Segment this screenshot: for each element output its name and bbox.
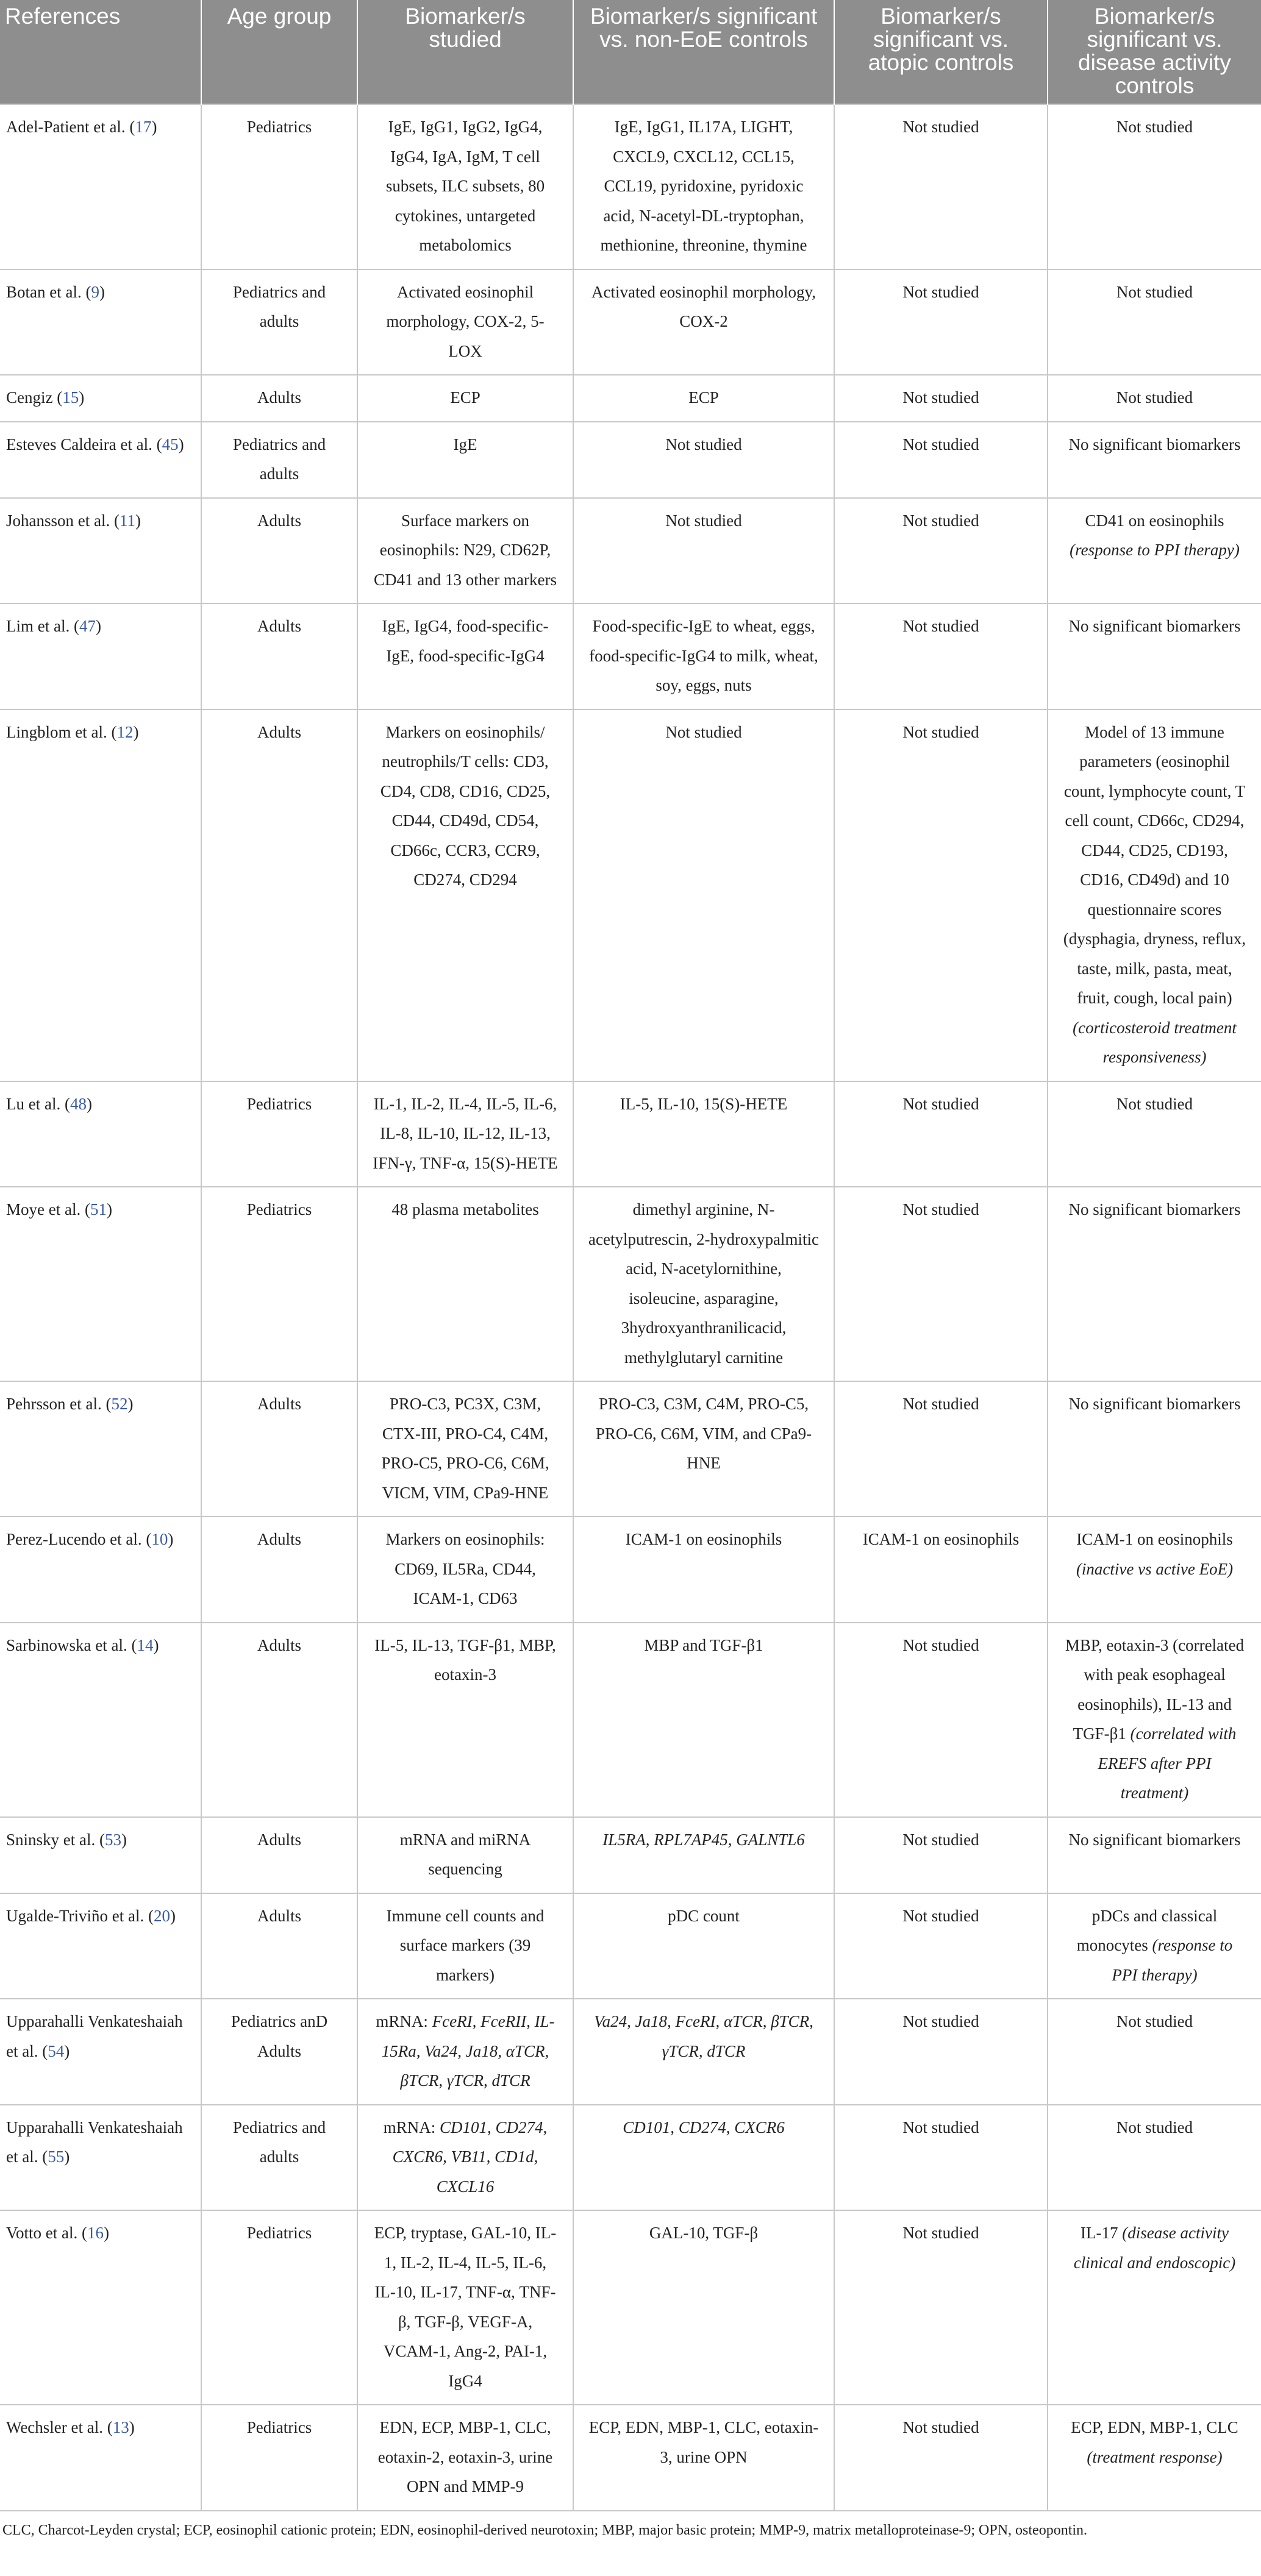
non-eoe-list: Food-specific-IgE to wheat, eggs, food-specific-IgG4 to milk, wheat, soy, eggs, nuts <box>589 617 818 694</box>
atopic-result: Not studied <box>902 1395 979 1413</box>
table-row <box>0 1893 1261 1999</box>
reference-link[interactable]: 53 <box>105 1830 121 1849</box>
reference-author: Botan et al. ( <box>6 282 91 301</box>
atopic-result: Not studied <box>902 722 979 741</box>
table-row <box>0 1817 1261 1893</box>
significant-non-eoe-cell <box>573 422 834 498</box>
biomarkers-studied-cell <box>357 498 573 604</box>
studied-list: Activated eosinophil morphology, COX-2, 5-LOX <box>386 282 545 360</box>
atopic-result: Not studied <box>902 2012 979 2030</box>
significant-non-eoe-cell <box>573 498 834 604</box>
atopic-result: Not studied <box>902 2118 979 2137</box>
significant-atopic-cell <box>834 104 1048 269</box>
reference-author: Johansson et al. ( <box>6 511 120 530</box>
significant-atopic-cell <box>834 269 1048 375</box>
table-row <box>0 2105 1261 2211</box>
age-group: Adults <box>257 1530 301 1548</box>
reference-link[interactable]: 16 <box>87 2224 104 2242</box>
activity-result: Not studied <box>1116 118 1193 136</box>
atopic-result: Not studied <box>902 435 979 454</box>
reference-link[interactable]: 9 <box>91 282 99 301</box>
studied-list: IL-1, IL-2, IL-4, IL-5, IL-6, IL-8, IL-10, IL-12, IL-13, IFN-γ, TNF-α, 15(S)-HETE <box>373 1094 558 1172</box>
significant-disease-activity-cell <box>1048 1081 1261 1187</box>
studied-list: mRNA and miRNA sequencing <box>399 1830 531 1878</box>
age-group: Pediatrics <box>246 1200 312 1219</box>
reference-author: Sarbinowska et al. ( <box>6 1635 137 1654</box>
reference-cell: Sninsky et al. (53) <box>0 1817 201 1893</box>
reference-cell: Lingblom et al. (12) <box>0 710 201 1081</box>
reference-author: Esteves Caldeira et al. ( <box>6 435 162 454</box>
reference-author: Perez-Lucendo et al. ( <box>6 1530 152 1548</box>
reference-author: Pehrsson et al. ( <box>6 1395 112 1413</box>
significant-atopic-cell <box>834 603 1048 710</box>
table-row <box>0 1081 1261 1187</box>
biomarkers-studied-cell <box>357 375 573 422</box>
age-group: Pediatrics and adults <box>232 282 326 330</box>
activity-note: (response to PPI therapy) <box>1070 541 1240 559</box>
studied-list: IgE, IgG1, IgG2, IgG4, IgG4, IgA, IgM, T cell subsets, ILC subsets, 80 cytokines, untargeted metabolomics <box>385 118 545 254</box>
biomarkers-studied-cell <box>357 422 573 498</box>
significant-disease-activity-cell <box>1048 269 1261 375</box>
age-group: Adults <box>257 617 301 635</box>
significant-non-eoe-cell <box>573 2405 834 2511</box>
age-group-cell <box>201 1517 357 1623</box>
studied-list: Immune cell counts and surface markers (39 markers) <box>386 1906 545 1984</box>
atopic-result: Not studied <box>902 1094 979 1113</box>
age-group-cell <box>201 422 357 498</box>
studied-list: Markers on eosinophils/ neutrophils/T cells: CD3, CD4, CD8, CD16, CD25, CD44, CD49d, CD54, CD66c, CCR3, CCR9, CD274, CD294 <box>380 722 551 889</box>
reference-author: Sninsky et al. ( <box>6 1830 105 1849</box>
age-group: Adults <box>257 722 301 741</box>
table-row <box>0 2405 1261 2511</box>
reference-link[interactable]: 17 <box>135 118 152 136</box>
table-row <box>0 422 1261 498</box>
table-row <box>0 104 1261 269</box>
significant-atopic-cell <box>834 1381 1048 1517</box>
non-eoe-list: ECP <box>688 388 719 407</box>
significant-non-eoe-cell <box>573 1893 834 1999</box>
studied-list: EDN, ECP, MBP-1, CLC, eotaxin-2, eotaxin-3, urine OPN and MMP-9 <box>377 2418 553 2496</box>
activity-result: CD41 on eosinophils <box>1085 511 1224 530</box>
reference-author: Lingblom et al. ( <box>6 722 117 741</box>
studied-list: FceRI, FceRII, IL-15Ra, Va24, Ja18, αTCR, βTCR, γTCR, dTCR <box>381 2012 555 2090</box>
significant-atopic-cell <box>834 1893 1048 1999</box>
significant-atopic-cell <box>834 1817 1048 1893</box>
non-eoe-list: Activated eosinophil morphology, COX-2 <box>591 282 816 330</box>
non-eoe-list: IgE, IgG1, IL17A, LIGHT, CXCL9, CXCL12, CCL15, CCL19, pyridoxine, pyridoxic acid, N-acetyl-DL-tryptophan, methionine, threonine, thymine <box>600 118 807 254</box>
reference-cell: Cengiz (15) <box>0 375 201 422</box>
age-group: Adults <box>257 1635 301 1654</box>
reference-cell: Botan et al. (9) <box>0 269 201 375</box>
reference-link[interactable]: 14 <box>137 1635 154 1654</box>
significant-non-eoe-cell <box>573 104 834 269</box>
significant-atopic-cell <box>834 1999 1048 2105</box>
biomarkers-studied-cell <box>357 1381 573 1517</box>
studied-list: CD101, CD274, CXCR6, VB11, CD1d, CXCL16 <box>392 2118 548 2196</box>
reference-link[interactable]: 47 <box>79 617 96 635</box>
significant-disease-activity-cell <box>1048 104 1261 269</box>
atopic-result: Not studied <box>902 617 979 635</box>
header-biomarkers-studied: Biomarker/s studied <box>357 0 573 104</box>
reference-link[interactable]: 51 <box>90 1200 107 1219</box>
activity-note: (corticosteroid treatment responsiveness) <box>1073 1018 1237 1066</box>
age-group-cell <box>201 1817 357 1893</box>
reference-author: Upparahalli Venkateshaiah et al. ( <box>6 2012 183 2060</box>
atopic-result: Not studied <box>902 2224 979 2242</box>
activity-note: (disease activity clinical and endoscopic) <box>1073 2224 1236 2272</box>
activity-result: Not studied <box>1116 2012 1193 2030</box>
header-references: References <box>0 0 201 104</box>
age-group-cell <box>201 375 357 422</box>
studied-list: ECP <box>450 388 480 407</box>
reference-cell: Ugalde-Triviño et al. (20) <box>0 1893 201 1999</box>
table-row <box>0 1517 1261 1623</box>
non-eoe-list: Not studied <box>665 511 742 530</box>
studied-list: IL-5, IL-13, TGF-β1, MBP, eotaxin-3 <box>374 1635 556 1684</box>
table-body <box>0 104 1261 2511</box>
non-eoe-list: PRO-C3, C3M, C4M, PRO-C5, PRO-C6, C6M, VIM, and CPa9-HNE <box>595 1395 812 1472</box>
atopic-result: Not studied <box>902 1200 979 1219</box>
non-eoe-list: dimethyl arginine, N-acetylputrescin, 2-hydroxypalmitic acid, N-acetylornithine, isoleucine, asparagine, 3hydroxyanthranilicacid, methylglutaryl carnitine <box>588 1200 819 1367</box>
studied-list: ECP, tryptase, GAL-10, IL-1, IL-2, IL-4, IL-5, IL-6, IL-10, IL-17, TNF-α, TNF-β, TGF-β, VEGF-A, VCAM-1, Ang-2, PAI-1, IgG4 <box>374 2224 557 2390</box>
significant-non-eoe-cell <box>573 710 834 1081</box>
reference-cell: Sarbinowska et al. (14) <box>0 1623 201 1817</box>
activity-result: Not studied <box>1116 2118 1193 2137</box>
atopic-result: Not studied <box>902 2418 979 2436</box>
activity-result: Not studied <box>1116 282 1193 301</box>
age-group: Pediatrics anD Adults <box>230 2012 328 2060</box>
significant-disease-activity-cell <box>1048 1817 1261 1893</box>
age-group-cell <box>201 2210 357 2405</box>
activity-result: No significant biomarkers <box>1068 1395 1241 1413</box>
reference-link[interactable]: 55 <box>48 2147 65 2166</box>
age-group: Pediatrics <box>246 2418 312 2436</box>
age-group-cell <box>201 2405 357 2511</box>
studied-list: Markers on eosinophils: CD69, IL5Ra, CD44, ICAM-1, CD63 <box>385 1530 545 1607</box>
studied-list: IgE, IgG4, food-specific-IgE, food-specific-IgG4 <box>382 617 549 665</box>
header-significant-atopic: Biomarker/s significant vs. atopic controls <box>834 0 1048 104</box>
non-eoe-list: IL5RA, RPL7AP45, GALNTL6 <box>602 1830 805 1849</box>
biomarkers-studied-cell <box>357 1623 573 1817</box>
age-group-cell <box>201 603 357 710</box>
significant-atopic-cell <box>834 2405 1048 2511</box>
significant-non-eoe-cell <box>573 1517 834 1623</box>
biomarkers-studied-cell <box>357 1517 573 1623</box>
significant-non-eoe-cell <box>573 1817 834 1893</box>
reference-link[interactable]: 15 <box>62 388 79 407</box>
significant-non-eoe-cell <box>573 1081 834 1187</box>
table-row <box>0 375 1261 422</box>
studied-list: Surface markers on eosinophils: N29, CD62P, CD41 and 13 other markers <box>374 511 557 589</box>
significant-non-eoe-cell <box>573 375 834 422</box>
reference-author: Votto et al. ( <box>6 2224 87 2242</box>
reference-link[interactable]: 54 <box>48 2041 65 2060</box>
activity-result: ECP, EDN, MBP-1, CLC <box>1071 2418 1238 2436</box>
significant-non-eoe-cell <box>573 1381 834 1517</box>
activity-result: No significant biomarkers <box>1068 617 1241 635</box>
age-group: Pediatrics <box>246 1094 312 1113</box>
reference-author: Cengiz ( <box>6 388 63 407</box>
reference-author: Upparahalli Venkateshaiah et al. ( <box>6 2118 183 2166</box>
non-eoe-list: ECP, EDN, MBP-1, CLC, eotaxin-3, urine OPN <box>588 2418 819 2466</box>
significant-atopic-cell <box>834 1623 1048 1817</box>
significant-atopic-cell <box>834 375 1048 422</box>
age-group: Adults <box>257 511 301 530</box>
significant-disease-activity-cell <box>1048 422 1261 498</box>
table-row <box>0 2210 1261 2405</box>
significant-disease-activity-cell <box>1048 2105 1261 2211</box>
activity-result: No significant biomarkers <box>1068 1830 1241 1849</box>
reference-author: Moye et al. ( <box>6 1200 90 1219</box>
atopic-result: Not studied <box>902 118 979 136</box>
activity-note: (inactive vs active EoE) <box>1076 1559 1234 1578</box>
age-group: Pediatrics <box>246 118 312 136</box>
age-group-cell <box>201 2105 357 2211</box>
age-group-cell <box>201 269 357 375</box>
reference-link[interactable]: 10 <box>151 1530 168 1548</box>
reference-cell: Pehrsson et al. (52) <box>0 1381 201 1517</box>
significant-atopic-cell <box>834 710 1048 1081</box>
age-group: Adults <box>257 1395 301 1413</box>
significant-atopic-cell <box>834 422 1048 498</box>
significant-atopic-cell <box>834 1187 1048 1381</box>
biomarkers-studied-cell <box>357 1893 573 1999</box>
biomarkers-studied-cell <box>357 2405 573 2511</box>
reference-cell: Upparahalli Venkateshaiah et al. (54) <box>0 1999 201 2105</box>
biomarkers-studied-cell <box>357 1081 573 1187</box>
activity-result: No significant biomarkers <box>1068 435 1241 454</box>
age-group: Pediatrics and adults <box>232 435 326 483</box>
reference-cell: Lim et al. (47) <box>0 603 201 710</box>
age-group-cell <box>201 710 357 1081</box>
non-eoe-list: MBP and TGF-β1 <box>644 1635 763 1654</box>
significant-non-eoe-cell <box>573 1623 834 1817</box>
studied-list: PRO-C3, PC3X, C3M, CTX-III, PRO-C4, C4M, PRO-C5, PRO-C6, C6M, VICM, VIM, CPa9-HNE <box>381 1395 549 1502</box>
non-eoe-list: Va24, Ja18, FceRI, αTCR, βTCR, γTCR, dTCR <box>594 2012 813 2060</box>
biomarkers-studied-cell <box>357 603 573 710</box>
age-group-cell <box>201 1623 357 1817</box>
reference-link[interactable]: 11 <box>119 511 135 530</box>
significant-disease-activity-cell <box>1048 375 1261 422</box>
non-eoe-list: GAL-10, TGF-β <box>649 2224 759 2242</box>
non-eoe-list: pDC count <box>668 1906 740 1925</box>
non-eoe-list: ICAM-1 on eosinophils <box>625 1530 782 1548</box>
table-row <box>0 710 1261 1081</box>
table-footnote: CLC, Charcot-Leyden crystal; ECP, eosinophil cationic protein; EDN, eosinophil-derived neurotoxin; MBP, major basic protein; MMP-9, matrix metalloproteinase-9; OPN, osteopontin. <box>2 2522 1088 2538</box>
activity-result: No significant biomarkers <box>1068 1200 1241 1219</box>
significant-disease-activity-cell <box>1048 710 1261 1081</box>
activity-result: ICAM-1 on eosinophils <box>1076 1530 1233 1548</box>
significant-disease-activity-cell <box>1048 1893 1261 1999</box>
reference-link[interactable]: 12 <box>116 722 134 741</box>
activity-result: Model of 13 immune parameters (eosinophil count, lymphocyte count, T cell count, CD66c, CD294, CD44, CD25, CD193, CD16, CD49d) and 10 questionnaire scores (dysphagia, dryness, reflux, taste, milk, pasta, meat, fruit, cough, local pain) <box>1063 722 1246 1007</box>
non-eoe-list: IL-5, IL-10, 15(S)-HETE <box>620 1094 788 1113</box>
biomarkers-studied-cell <box>357 269 573 375</box>
significant-disease-activity-cell <box>1048 1517 1261 1623</box>
significant-non-eoe-cell <box>573 1999 834 2105</box>
biomarkers-studied-cell <box>357 1999 573 2105</box>
table-row <box>0 1381 1261 1517</box>
age-group-cell <box>201 1081 357 1187</box>
biomarkers-studied-cell <box>357 104 573 269</box>
reference-cell: Johansson et al. (11) <box>0 498 201 604</box>
biomarkers-studied-cell <box>357 2210 573 2405</box>
significant-disease-activity-cell <box>1048 1623 1261 1817</box>
reference-cell: Moye et al. (51) <box>0 1187 201 1381</box>
activity-result: Not studied <box>1116 388 1193 407</box>
significant-non-eoe-cell <box>573 603 834 710</box>
activity-result: pDCs and classical monocytes <box>1076 1906 1218 1954</box>
table-row <box>0 498 1261 604</box>
activity-note: (correlated with EREFS after PPI treatment) <box>1098 1724 1237 1802</box>
significant-non-eoe-cell <box>573 2210 834 2405</box>
reference-cell: Esteves Caldeira et al. (45) <box>0 422 201 498</box>
age-group: Adults <box>257 1830 301 1849</box>
atopic-result: Not studied <box>902 511 979 530</box>
significant-non-eoe-cell <box>573 2105 834 2211</box>
reference-author: Lu et al. ( <box>6 1094 70 1113</box>
significant-disease-activity-cell <box>1048 1187 1261 1381</box>
biomarkers-studied-cell <box>357 710 573 1081</box>
table-row <box>0 1999 1261 2105</box>
reference-cell: Adel-Patient et al. (17) <box>0 104 201 269</box>
studied-list: IgE <box>453 435 477 454</box>
significant-disease-activity-cell <box>1048 498 1261 604</box>
reference-link[interactable]: 48 <box>70 1094 87 1113</box>
significant-atopic-cell <box>834 498 1048 604</box>
significant-atopic-cell <box>834 1517 1048 1623</box>
significant-non-eoe-cell <box>573 1187 834 1381</box>
age-group-cell <box>201 498 357 604</box>
header-significant-non-eoe: Biomarker/s significant vs. non-EoE controls <box>573 0 834 104</box>
age-group: Pediatrics <box>246 2224 312 2242</box>
header-age-group: Age group <box>201 0 357 104</box>
header-significant-disease-activity: Biomarker/s significant vs. disease activity controls <box>1048 0 1261 104</box>
reference-cell: Wechsler et al. (13) <box>0 2405 201 2511</box>
significant-non-eoe-cell <box>573 269 834 375</box>
table-row <box>0 1623 1261 1817</box>
atopic-result: Not studied <box>902 1906 979 1925</box>
reference-cell: Perez-Lucendo et al. (10) <box>0 1517 201 1623</box>
biomarkers-studied-cell <box>357 2105 573 2211</box>
age-group-cell <box>201 1893 357 1999</box>
studied-list: 48 plasma metabolites <box>391 1200 539 1219</box>
age-group-cell <box>201 1381 357 1517</box>
atopic-result: Not studied <box>902 1635 979 1654</box>
significant-disease-activity-cell <box>1048 1999 1261 2105</box>
significant-atopic-cell <box>834 2210 1048 2405</box>
significant-disease-activity-cell <box>1048 603 1261 710</box>
non-eoe-list: Not studied <box>665 435 742 454</box>
studied-prefix: mRNA: <box>383 2118 440 2137</box>
significant-atopic-cell <box>834 2105 1048 2211</box>
studied-prefix: mRNA: <box>376 2012 432 2030</box>
activity-note: (response to PPI therapy) <box>1112 1936 1233 1984</box>
biomarkers-studied-cell <box>357 1817 573 1893</box>
non-eoe-list: Not studied <box>665 722 742 741</box>
biomarkers-studied-cell <box>357 1187 573 1381</box>
non-eoe-list: CD101, CD274, CXCR6 <box>623 2118 785 2137</box>
reference-cell: Lu et al. (48) <box>0 1081 201 1187</box>
significant-disease-activity-cell <box>1048 1381 1261 1517</box>
age-group: Adults <box>257 388 301 407</box>
age-group-cell <box>201 1999 357 2105</box>
atopic-result: Not studied <box>902 1830 979 1849</box>
reference-author: Adel-Patient et al. ( <box>6 118 135 136</box>
activity-result: Not studied <box>1116 1094 1193 1113</box>
reference-link[interactable]: 13 <box>112 2418 129 2436</box>
age-group-cell <box>201 104 357 269</box>
age-group: Adults <box>257 1906 301 1925</box>
table-row <box>0 603 1261 710</box>
reference-author: Lim et al. ( <box>6 617 79 635</box>
reference-author: Wechsler et al. ( <box>6 2418 113 2436</box>
atopic-result: Not studied <box>902 282 979 301</box>
reference-link[interactable]: 20 <box>153 1906 170 1925</box>
age-group: Pediatrics and adults <box>232 2118 326 2166</box>
activity-result: IL-17 <box>1081 2224 1123 2242</box>
atopic-result: Not studied <box>902 388 979 407</box>
table-header-row <box>0 0 1261 104</box>
reference-link[interactable]: 52 <box>111 1395 128 1413</box>
activity-note: (treatment response) <box>1087 2447 1223 2466</box>
activity-result: MBP, eotaxin-3 (correlated with peak esophageal eosinophils), IL-13 and TGF-β1 <box>1065 1635 1245 1743</box>
reference-author: Ugalde-Triviño et al. ( <box>6 1906 154 1925</box>
reference-link[interactable]: 45 <box>162 435 179 454</box>
table-row <box>0 1187 1261 1381</box>
significant-disease-activity-cell <box>1048 2210 1261 2405</box>
reference-cell: Upparahalli Venkateshaiah et al. (55) <box>0 2105 201 2211</box>
significant-disease-activity-cell <box>1048 2405 1261 2511</box>
atopic-result: ICAM-1 on eosinophils <box>862 1530 1020 1548</box>
age-group-cell <box>201 1187 357 1381</box>
significant-atopic-cell <box>834 1081 1048 1187</box>
table-row <box>0 269 1261 375</box>
reference-cell: Votto et al. (16) <box>0 2210 201 2405</box>
